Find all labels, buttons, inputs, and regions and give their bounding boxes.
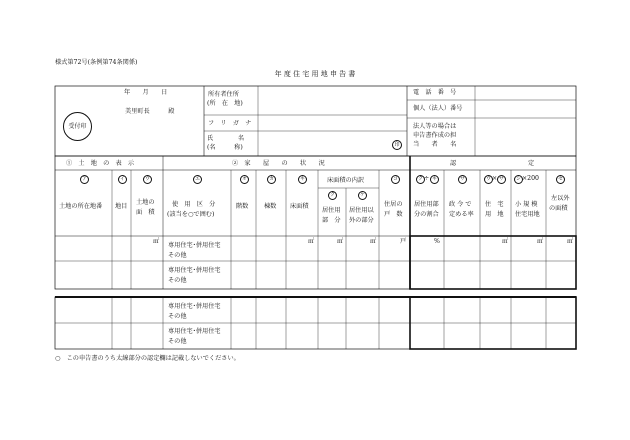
- header-land-category: 地目: [115, 203, 128, 210]
- unit-floor-area: ㎡: [308, 238, 315, 245]
- form-title: 年 度 住 宅 用 地 申 告 書: [274, 70, 356, 78]
- marker-a: ア: [81, 176, 87, 182]
- header-buildings: 棟数: [264, 203, 277, 210]
- reception-stamp: 受付印: [63, 112, 92, 141]
- marker-shi-u: ウ: [485, 176, 491, 182]
- form-number: 様式第72号(条例第74条関係): [55, 59, 138, 66]
- header-small-1: 小 規 模: [515, 201, 538, 208]
- unit-resid-part: ㎡: [337, 238, 344, 245]
- owner-address-label: 所有者住所: [208, 91, 239, 98]
- header-resid-land-1: 住 宅: [485, 201, 504, 208]
- unit-resid-land: ㎡: [502, 238, 509, 245]
- header-usage-1: 使 用 区 分: [172, 201, 216, 208]
- usage-option-other: その他: [168, 252, 187, 259]
- header-floors: 階数: [236, 203, 249, 210]
- small-scale-formula: ×200: [522, 175, 539, 182]
- marker-sa-ki: キ: [431, 176, 437, 182]
- phone-label: 電 話 番 号: [413, 89, 457, 96]
- marker-ka: カ: [268, 176, 274, 182]
- unit-ratio: %: [434, 238, 440, 245]
- usage-option-residential: 専用住宅･併用住宅: [168, 267, 221, 274]
- header-resid-part-1: 居住用: [322, 207, 341, 214]
- usage-option-other: その他: [168, 313, 187, 320]
- marker-ke: ケ: [359, 192, 365, 198]
- header-units-2: 戸 数: [384, 211, 403, 218]
- marker-u: ウ: [144, 176, 150, 182]
- marker-i: イ: [119, 176, 125, 182]
- marker-o: オ: [241, 176, 247, 182]
- marker-ku: ク: [329, 192, 335, 198]
- corp-line-2: 申告書作成の担: [413, 132, 457, 139]
- header-land-location: 土地の所在地番: [59, 203, 103, 210]
- header-nonresid-2: 外の部分: [349, 217, 374, 224]
- unit-small-land: ㎡: [537, 238, 544, 245]
- header-small-2: 住宅用地: [515, 211, 540, 218]
- marker-ko: コ: [392, 176, 398, 182]
- ratio-operator: ÷: [424, 175, 430, 182]
- header-land-area-1: 土地の: [136, 199, 155, 206]
- marker-sa: サ: [459, 176, 465, 182]
- unit-nonresid-part: ㎡: [370, 238, 377, 245]
- marker-sa-ku: ク: [417, 176, 423, 182]
- section-cert-2: 定: [528, 160, 535, 167]
- marker-su: シ: [515, 176, 521, 182]
- footnote: ○ この申告書のうち太線部分の認定欄は記載しないでください。: [55, 355, 240, 362]
- header-units-1: 住居の: [384, 201, 403, 208]
- header-resid-part-2: 部 分: [322, 217, 341, 224]
- section-building: ② 家 屋 の 状 況: [232, 160, 325, 167]
- usage-option-other: その他: [168, 338, 187, 345]
- name-label: 氏 名: [207, 135, 245, 142]
- header-ratio-2: 分の割合: [414, 211, 439, 218]
- seal-mark: 印: [392, 140, 402, 150]
- multiply-operator: ×: [492, 175, 498, 182]
- header-nonresid-1: 居住用以: [349, 207, 374, 214]
- furigana-label: フ リ ガ ナ: [208, 120, 252, 127]
- usage-option-other: その他: [168, 277, 187, 284]
- header-floor-area: 床面積: [290, 203, 309, 210]
- header-ratio-1: 居住用部: [414, 201, 439, 208]
- section-cert-1: 認: [450, 160, 457, 167]
- usage-option-residential: 専用住宅･併用住宅: [168, 303, 221, 310]
- marker-e: エ: [194, 176, 200, 182]
- header-floor-breakdown: 床面積の内訳: [327, 177, 365, 184]
- usage-option-residential: 専用住宅･併用住宅: [168, 328, 221, 335]
- addressee: 美里町長 殿: [125, 108, 175, 115]
- marker-shi-sa: サ: [498, 176, 504, 182]
- header-other-2: の面積: [549, 205, 568, 212]
- header-land-area-2: 面 積: [136, 209, 155, 216]
- name-paren: (名 称): [207, 144, 243, 151]
- marker-se: セ: [557, 176, 563, 182]
- date-line: 年 月 日: [124, 89, 168, 96]
- header-usage-2: (該当を○で囲む): [167, 211, 215, 218]
- unit-other-area: ㎡: [567, 238, 574, 245]
- marker-ki: キ: [299, 176, 305, 182]
- unit-land-area: ㎡: [153, 238, 160, 245]
- unit-households: 戸: [400, 238, 407, 245]
- section-land: ① 土 地 の 表 示: [66, 160, 135, 167]
- usage-option-residential: 専用住宅･併用住宅: [168, 242, 221, 249]
- header-rate-2: 定める率: [449, 211, 474, 218]
- corp-line-3: 当 者 名: [413, 141, 457, 148]
- corp-line-1: 法人等の場合は: [413, 123, 457, 130]
- header-rate-1: 政 令 で: [449, 201, 472, 208]
- header-resid-land-2: 用 地: [485, 211, 504, 218]
- individual-number-label: 個人（法人）番号: [413, 105, 463, 112]
- header-other-1: 左以外: [551, 195, 570, 202]
- owner-address-paren: (所 在 地): [207, 100, 243, 107]
